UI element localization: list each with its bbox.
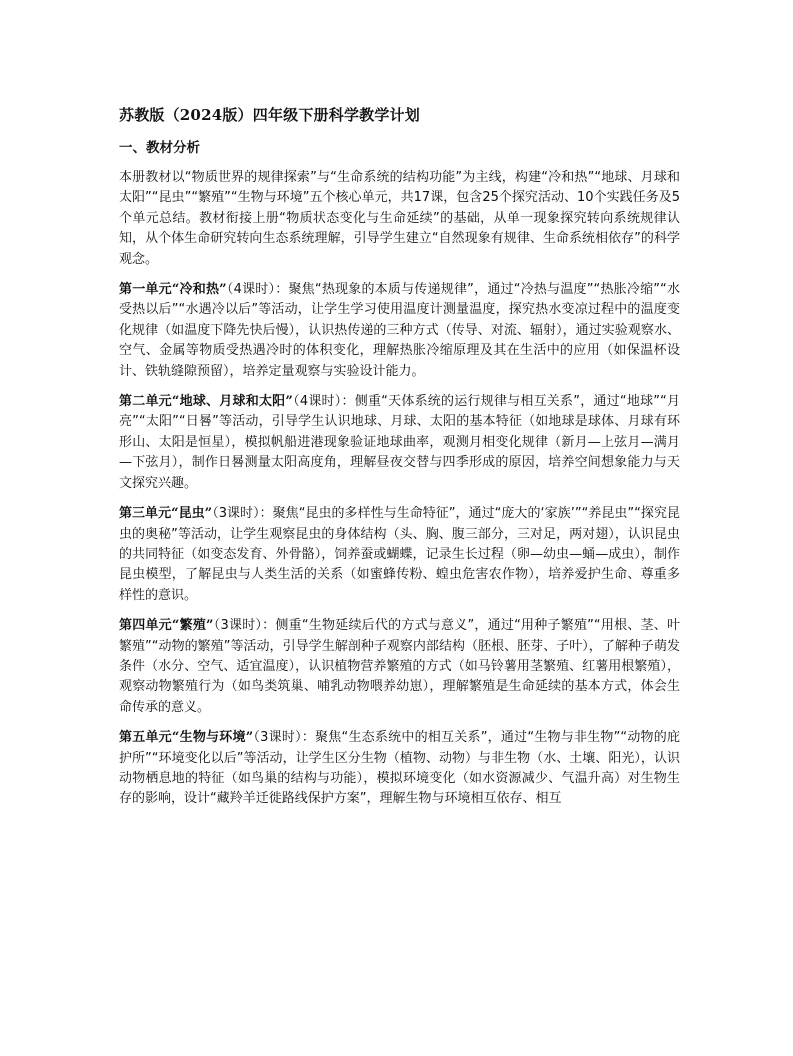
document-title: 苏教版（2024版）四年级下册科学教学计划 [119, 106, 420, 124]
unit-body: （3课时）：侧重“生物延续后代的方式与意义”，通过“用种子繁殖”“用根、茎、叶繁殖”“动物的繁殖”等活动，引导学生解剖种子观察内部结构（胚根、胚芽、子叶），了解种子萌发条件（水分、空气、适宜温度），认识植物营养繁殖的方式（如马铃薯用茎繁殖、红薯用根繁殖），观察动物繁殖行为（如鸟类筑巢、哺乳动物喂养幼崽），理解繁殖是生命延续的基本方式，体会生命传承的意义。 [119, 618, 680, 715]
section-title-material-analysis: 一、教材分析 [119, 140, 200, 156]
unit-body: （3课时）：聚焦“昆虫的多样性与生命特征”，通过“庞大的‘家族’”“养昆虫”“探究昆虫的奥秘”等活动，让学生观察昆虫的身体结构（头、胸、腹三部分，三对足，两对翅），认识昆虫的共同特征（如变态发育、外骨骼），饲养蚕或蝴蝶，记录生长过程（卵—幼虫—蛹—成虫），制作昆虫模型，了解昆虫与人类生活的关系（如蜜蜂传粉、蝗虫危害农作物），培养爱护生命、尊重多样性的意识。 [119, 506, 680, 603]
document-page [119, 104, 680, 820]
unit-heading: 第三单元“昆虫” [119, 506, 213, 522]
intro-paragraph: 本册教材以“物质世界的规律探索”与“生命系统的结构功能”为主线，构建“冷和热”“地球、月球和太阳”“昆虫”“繁殖”“生物与环境”五个核心单元，共17课，包含25个探究活动、10个实践任务及5个单元总结。教材衔接上册“物质状态变化与生命延续”的基础，从单一现象探究转向系统规律认知，从个体生命研究转向生态系统理解，引导学生建立“自然现象有规律、生命系统相依存”的科学观念。 [119, 170, 680, 267]
unit-heading: 第一单元“冷和热” [119, 282, 227, 298]
unit-paragraph-2 [119, 392, 680, 494]
unit-heading: 第四单元“繁殖” [119, 618, 214, 634]
unit-paragraph-1 [119, 280, 680, 382]
unit-paragraph-3 [119, 504, 680, 606]
unit-heading: 第五单元“生物与环境” [119, 730, 254, 746]
unit-paragraph-5 [119, 728, 680, 810]
unit-heading: 第二单元“地球、月球和太阳” [119, 394, 293, 410]
unit-body: （3课时）：聚焦“生态系统中的相互关系”，通过“生物与非生物”“动物的庇护所”“环境变化以后”等活动，让学生区分生物（植物、动物）与非生物（水、土壤、阳光），认识动物栖息地的特征（如鸟巢的结构与功能），模拟环境变化（如水资源减少、气温升高）对生物生存的影响，设计“藏羚羊迁徙路线保护方案”，理解生物与环境相互依存、相互 [119, 730, 680, 807]
unit-paragraph-4 [119, 616, 680, 718]
unit-body: （4课时）：聚焦“热现象的本质与传递规律”，通过“冷热与温度”“热胀冷缩”“水受热以后”“水遇冷以后”等活动，让学生学习使用温度计测量温度，探究热水变凉过程中的温度变化规律（如温度下降先快后慢），认识热传递的三种方式（传导、对流、辐射），通过实验观察水、空气、金属等物质受热遇冷时的体积变化，理解热胀冷缩原理及其在生活中的应用（如保温杯设计、铁轨缝隙预留），培养定量观察与实验设计能力。 [119, 282, 680, 379]
unit-body: （4课时）：侧重“天体系统的运行规律与相互关系”，通过“地球”“月亮”“太阳”“日晷”等活动，引导学生认识地球、月球、太阳的基本特征（如地球是球体、月球有环形山、太阳是恒星），模拟帆船进港现象验证地球曲率，观测月相变化规律（新月—上弦月—满月—下弦月），制作日晷测量太阳高度角，理解昼夜交替与四季形成的原因，培养空间想象能力与天文探究兴趣。 [119, 394, 680, 491]
